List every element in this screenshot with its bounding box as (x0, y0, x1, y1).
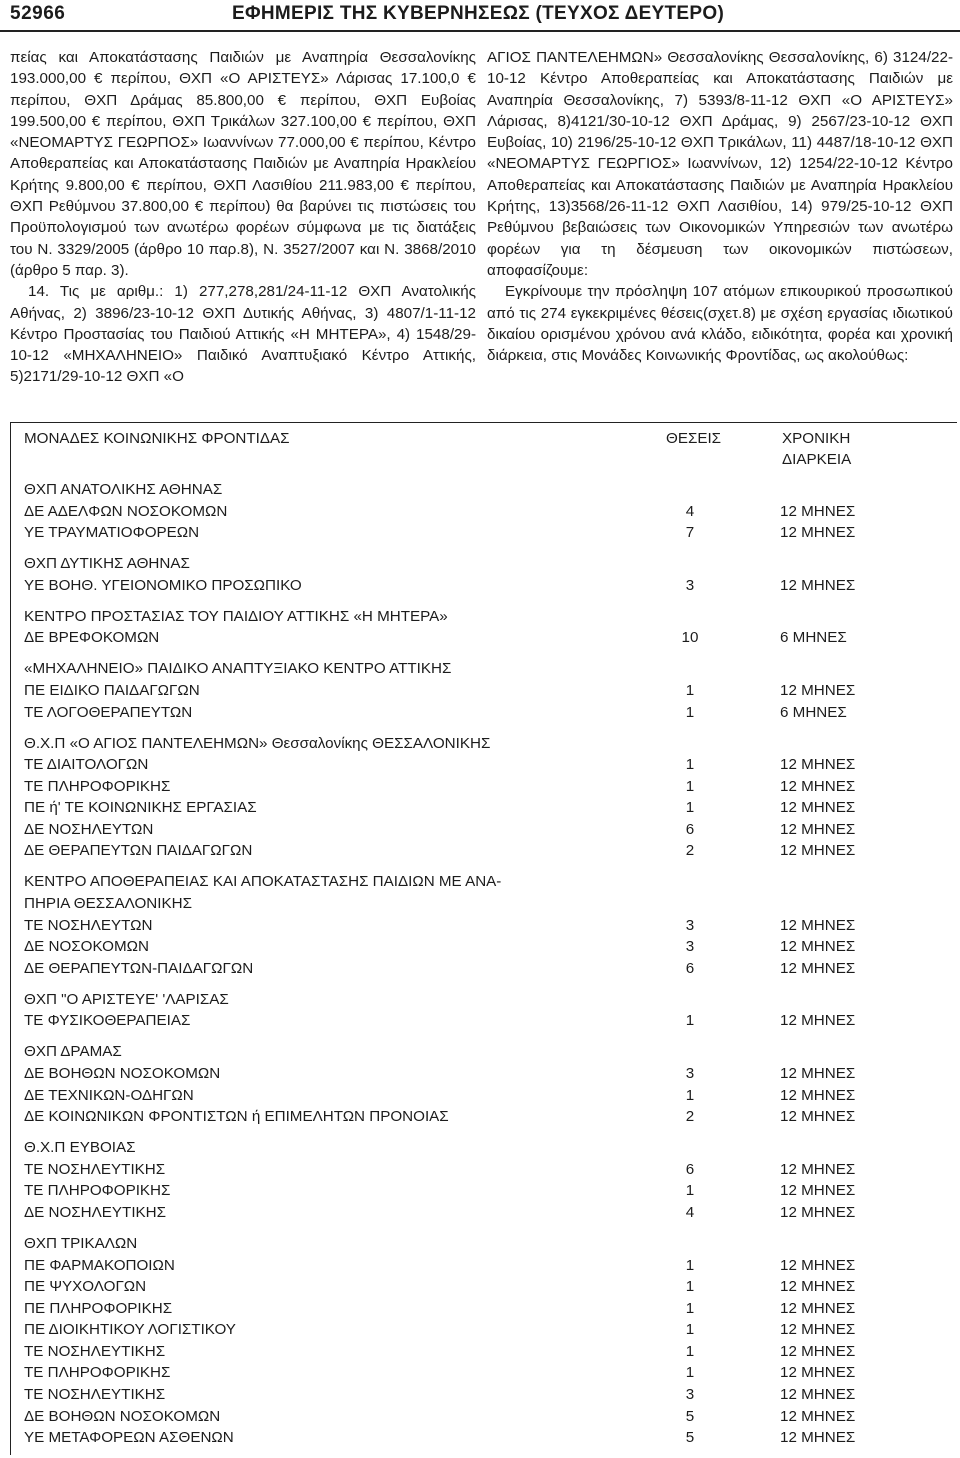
specialty-cell: ΤΕ ΝΟΣΗΛΕΥΤΙΚΗΣ (24, 1342, 166, 1360)
table-group (24, 871, 944, 979)
specialty-cell: ΤΕ ΔΙΑΙΤΟΛΟΓΩΝ (24, 756, 149, 774)
column-header-positions: ΘΕΣΕΙΣ (666, 430, 722, 447)
specialty-cell: ΔΕ ΝΟΣΗΛΕΥΤΩΝ (24, 820, 154, 838)
specialty-cell: ΔΕ ΝΟΣΟΚΟΜΩΝ (24, 938, 149, 956)
positions-cell: 4 (685, 502, 695, 520)
table-group (24, 989, 944, 1032)
specialty-cell: ΤΕ ΝΟΣΗΛΕΥΤΙΚΗΣ (24, 1160, 166, 1178)
column-header-unit: ΜΟΝΑΔΕΣ ΚΟΙΝΩΝΙΚΗΣ ΦΡΟΝΤΙΔΑΣ (24, 430, 290, 447)
duration-cell: 12 ΜΗΝΕΣ (780, 1386, 856, 1404)
specialty-cell: ΥΕ ΤΡΑΥΜΑΤΙΟΦΟΡΕΩΝ (24, 524, 200, 542)
unit-name: ΚΕΝΤΡΟ ΑΠΟΘΕΡΑΠΕΙΑΣ ΚΑΙ ΑΠΟΚΑΤΑΣΤΑΣΗΣ ΠΑΙΔΙΩΝ ΜΕ ΑΝΑ- (24, 873, 502, 891)
specialty-cell: ΔΕ ΘΕΡΑΠΕΥΤΩΝ ΠΑΙΔΑΓΩΓΩΝ (24, 842, 253, 860)
specialty-cell: ΔΕ ΚΟΙΝΩΝΙΚΩΝ ΦΡΟΝΤΙΣΤΩΝ ή ΕΠΙΜΕΛΗΤΩΝ ΠΡΟΝΟΙΑΣ (24, 1108, 449, 1126)
positions-cell: 5 (685, 1429, 695, 1447)
positions-cell: 1 (685, 1342, 695, 1360)
positions-cell: 3 (685, 576, 695, 594)
table-row (24, 840, 944, 862)
positions-cell: 3 (685, 916, 695, 934)
positions-cell: 1 (685, 756, 695, 774)
positions-cell: 3 (685, 1064, 695, 1082)
duration-cell: 12 ΜΗΝΕΣ (780, 1182, 856, 1200)
duration-cell: 12 ΜΗΝΕΣ (780, 938, 856, 956)
duration-cell: 12 ΜΗΝΕΣ (780, 1108, 856, 1126)
unit-name: ΠΗΡΙΑ ΘΕΣΣΑΛΟΝΙΚΗΣ (24, 895, 192, 913)
positions-cell: 2 (685, 842, 695, 860)
column-header-duration-line: ΧΡΟΝΙΚΗ (782, 430, 851, 447)
duration-cell: 12 ΜΗΝΕΣ (780, 1160, 856, 1178)
table-group (24, 1041, 944, 1127)
gazette-title: ΕΦΗΜΕΡΙΣ ΤΗΣ ΚΥΒΕΡΝΗΣΕΩΣ (ΤΕΥΧΟΣ ΔΕΥΤΕΡΟ) (232, 3, 725, 24)
specialty-cell: ΠΕ ΠΛΗΡΟΦΟΡΙΚΗΣ (24, 1299, 173, 1317)
table-group (24, 1233, 944, 1449)
positions-cell: 1 (685, 1182, 695, 1200)
table-row (24, 754, 944, 776)
right-paragraph: ΑΓΙΟΣ ΠΑΝΤΕΛΕΗΜΩΝ» Θεσσαλονίκης Θεσσαλονίκης, 6) 3124/22-10-12 Κέντρο Αποθεραπείας και Αποκατάστασης Παιδιών με Αναπηρία Θεσσαλονίκης, 7) 5393/8-11-12 ΘΧΠ «Ο ΑΡΙΣΤΕΥΣ» Λάρισας, 8)4121/30-10-12 ΘΧΠ Δράμας, 9) 2567/23-10-12 ΘΧΠ Ευβοίας, 10) 2196/25-10-12 ΘΧΠ Τρικάλων, 11) 4487/18-10-12 ΘΧΠ «ΝΕΟΜΑΡΤΥΣ ΓΕΩΡΓΙΟΣ» Ιωαννίνων, 12) 1254/22-10-12 Κέντρο Αποθεραπείας και Αποκατάστασης Παιδιών με Αναπηρία Ηρακλείου Κρήτης, 13)3568/26-11-12 ΘΧΠ Λασιθίου, 14) 979/25-10-12 ΘΧΠ Ρεθύμνου βεβαιώσεις των Οικονομικών Υπηρεσιών των ανωτέρω φορέων για τη δέσμευση των οικονομικών πιστώσεων, αποφασίζουμε: (487, 49, 953, 279)
specialty-cell: ΠΕ ΦΑΡΜΑΚΟΠΟΙΩΝ (24, 1256, 175, 1274)
table-row (24, 1010, 944, 1032)
table-row (24, 915, 944, 937)
unit-name: ΚΕΝΤΡΟ ΠΡΟΣΤΑΣΙΑΣ ΤΟΥ ΠΑΙΔΙΟΥ ΑΤΤΙΚΗΣ «Η ΜΗΤΕΡΑ» (24, 607, 448, 625)
positions-cell: 1 (685, 1012, 695, 1030)
table-row (24, 958, 944, 980)
duration-cell: 12 ΜΗΝΕΣ (780, 1064, 856, 1082)
table-row (24, 627, 944, 649)
positions-cell: 1 (685, 777, 695, 795)
table-row (24, 1427, 944, 1449)
unit-name: ΘΧΠ ΔΡΑΜΑΣ (24, 1043, 122, 1061)
unit-name-row (24, 553, 944, 575)
right-text-column (487, 47, 953, 366)
table-row (24, 1276, 944, 1298)
duration-cell: 12 ΜΗΝΕΣ (780, 1321, 856, 1339)
unit-name-row (24, 1233, 944, 1255)
table-row (24, 702, 944, 724)
specialty-cell: ΤΕ ΝΟΣΗΛΕΥΤΙΚΗΣ (24, 1386, 166, 1404)
table-group (24, 658, 944, 723)
duration-cell: 12 ΜΗΝΕΣ (780, 681, 856, 699)
table-row (24, 1106, 944, 1128)
duration-cell: 12 ΜΗΝΕΣ (780, 756, 856, 774)
table-body (24, 479, 944, 1458)
duration-cell: 12 ΜΗΝΕΣ (780, 820, 856, 838)
unit-name: ΘΧΠ ΔΥΤΙΚΗΣ ΑΘΗΝΑΣ (24, 555, 190, 573)
table-row (24, 680, 944, 702)
left-text-column (10, 47, 476, 388)
right-paragraph: Εγκρίνουμε την πρόσληψη 107 ατόμων επικουρικού προσωπικού από τις 274 εγκεκριμένες θέσεις(σχετ.8) με σχέση εργασίας ιδιωτικού δικαίου ορισμένου χρόνου ανά κλάδο, ειδικότητα, φορέα και χρονική διάρκεια, στις Μονάδες Κοινωνικής Φροντίδας, ως ακολούθως: (487, 283, 953, 365)
unit-name-row (24, 479, 944, 501)
duration-cell: 12 ΜΗΝΕΣ (780, 1086, 856, 1104)
positions-cell: 4 (685, 1203, 695, 1221)
table-row (24, 1255, 944, 1277)
table-group (24, 606, 944, 649)
specialty-cell: ΤΕ ΦΥΣΙΚΟΘΕΡΑΠΕΙΑΣ (24, 1012, 191, 1030)
duration-cell: 6 ΜΗΝΕΣ (780, 703, 847, 721)
unit-name: «ΜΗΧΑΛΗΝΕΙΟ» ΠΑΙΔΙΚΟ ΑΝΑΠΤΥΞΙΑΚΟ ΚΕΝΤΡΟ ΑΤΤΙΚΗΣ (24, 660, 452, 678)
table-row (24, 1319, 944, 1341)
positions-cell: 6 (685, 1160, 695, 1178)
positions-cell: 1 (685, 1321, 695, 1339)
specialty-cell: ΔΕ ΤΕΧΝΙΚΩΝ-ΟΔΗΓΩΝ (24, 1086, 194, 1104)
specialty-cell: ΔΕ ΒΟΗΘΩΝ ΝΟΣΟΚΟΜΩΝ (24, 1064, 221, 1082)
duration-cell: 12 ΜΗΝΕΣ (780, 1342, 856, 1360)
unit-name: Θ.Χ.Π «Ο ΑΓΙΟΣ ΠΑΝΤΕΛΕΗΜΩΝ» Θεσσαλονίκης ΘΕΣΣΑΛΟΝΙΚΗΣ (24, 734, 491, 752)
positions-cell: 1 (685, 1256, 695, 1274)
table-row (24, 1159, 944, 1181)
specialty-cell: ΔΕ ΑΔΕΛΦΩΝ ΝΟΣΟΚΟΜΩΝ (24, 502, 228, 520)
table-row (24, 1341, 944, 1363)
table-row (24, 1362, 944, 1384)
specialty-cell: ΤΕ ΠΛΗΡΟΦΟΡΙΚΗΣ (24, 1182, 171, 1200)
table-row (24, 819, 944, 841)
table-group (24, 1137, 944, 1223)
table-row (24, 1202, 944, 1224)
positions-cell: 7 (685, 524, 695, 542)
unit-name-row (24, 1137, 944, 1159)
specialty-cell: ΔΕ ΝΟΣΗΛΕΥΤΙΚΗΣ (24, 1203, 167, 1221)
page-number: 52966 (10, 3, 66, 24)
duration-cell: 12 ΜΗΝΕΣ (780, 842, 856, 860)
unit-name-row (24, 733, 944, 755)
table-group (24, 553, 944, 596)
duration-cell: 12 ΜΗΝΕΣ (780, 916, 856, 934)
column-header-duration-line: ΔΙΑΡΚΕΙΑ (782, 451, 852, 469)
page-header (0, 0, 960, 32)
positions-cell: 1 (685, 1086, 695, 1104)
duration-cell: 12 ΜΗΝΕΣ (780, 1407, 856, 1425)
unit-name-row (24, 871, 944, 893)
table-row (24, 1298, 944, 1320)
specialty-cell: ΥΕ ΒΟΗΘ. ΥΓΕΙΟΝΟΜΙΚΟ ΠΡΟΣΩΠΙΚΟ (24, 576, 302, 594)
duration-cell: 12 ΜΗΝΕΣ (780, 1278, 856, 1296)
table-group (24, 479, 944, 544)
duration-cell: 12 ΜΗΝΕΣ (780, 959, 856, 977)
specialty-cell: ΤΕ ΝΟΣΗΛΕΥΤΩΝ (24, 916, 153, 934)
specialty-cell: ΤΕ ΠΛΗΡΟΦΟΡΙΚΗΣ (24, 777, 171, 795)
positions-cell: 1 (685, 681, 695, 699)
positions-cell: 10 (681, 629, 699, 647)
table-row (24, 1085, 944, 1107)
positions-cell: 2 (685, 1108, 695, 1126)
positions-cell: 6 (685, 820, 695, 838)
specialty-cell: ΤΕ ΛΟΓΟΘΕΡΑΠΕΥΤΩΝ (24, 703, 193, 721)
table-row (24, 1384, 944, 1406)
specialty-cell: ΥΕ ΜΕΤΑΦΟΡΕΩΝ ΑΣΘΕΝΩΝ (24, 1429, 234, 1447)
unit-name: ΘΧΠ ΤΡΙΚΑΛΩΝ (24, 1234, 138, 1252)
table-row (24, 1180, 944, 1202)
column-header-duration (782, 428, 922, 471)
unit-name-row (24, 658, 944, 680)
duration-cell: 12 ΜΗΝΕΣ (780, 1203, 856, 1221)
specialty-cell: ΠΕ ΕΙΔΙΚΟ ΠΑΙΔΑΓΩΓΩΝ (24, 681, 200, 699)
positions-cell: 1 (685, 1364, 695, 1382)
unit-name: Θ.Χ.Π ΕΥΒΟΙΑΣ (24, 1139, 136, 1157)
duration-cell: 12 ΜΗΝΕΣ (780, 524, 856, 542)
specialty-cell: ΤΕ ΠΛΗΡΟΦΟΡΙΚΗΣ (24, 1364, 171, 1382)
table-row (24, 936, 944, 958)
specialty-cell: ΠΕ ΔΙΟΙΚΗΤΙΚΟΥ ΛΟΓΙΣΤΙΚΟΥ (24, 1321, 236, 1339)
specialty-cell: ΠΕ ΨΥΧΟΛΟΓΩΝ (24, 1278, 147, 1296)
table-row (24, 522, 944, 544)
duration-cell: 12 ΜΗΝΕΣ (780, 799, 856, 817)
positions-cell: 6 (685, 959, 695, 977)
table-row (24, 1406, 944, 1428)
duration-cell: 12 ΜΗΝΕΣ (780, 1256, 856, 1274)
duration-cell: 12 ΜΗΝΕΣ (780, 1429, 856, 1447)
positions-cell: 1 (685, 799, 695, 817)
positions-cell: 3 (685, 938, 695, 956)
positions-cell: 1 (685, 703, 695, 721)
unit-name-row (24, 606, 944, 628)
unit-name-row (24, 1041, 944, 1063)
unit-name: ΘΧΠ "Ο ΑΡΙΣΤΕΥΕ' 'ΛΑΡΙΣΑΣ (24, 990, 229, 1008)
table-row (24, 1063, 944, 1085)
duration-cell: 12 ΜΗΝΕΣ (780, 502, 856, 520)
specialty-cell: ΠΕ ή' ΤΕ ΚΟΙΝΩΝΙΚΗΣ ΕΡΓΑΣΙΑΣ (24, 799, 257, 817)
table-row (24, 501, 944, 523)
unit-name: ΘΧΠ ΑΝΑΤΟΛΙΚΗΣ ΑΘΗΝΑΣ (24, 481, 223, 498)
table-row (24, 776, 944, 798)
duration-cell: 12 ΜΗΝΕΣ (780, 1299, 856, 1317)
duration-cell: 12 ΜΗΝΕΣ (780, 1364, 856, 1382)
duration-cell: 12 ΜΗΝΕΣ (780, 1012, 856, 1030)
unit-name-row (24, 989, 944, 1011)
duration-cell: 12 ΜΗΝΕΣ (780, 576, 856, 594)
positions-cell: 1 (685, 1299, 695, 1317)
left-paragraph: 14. Τις με αριθμ.: 1) 277,278,281/24-11-12 ΘΧΠ Ανατολικής Αθήνας, 2) 3896/23-10-12 ΘΧΠ Δυτικής Αθήνας, 3) 4807/1-11-12 Κέντρο Προστασίας του Παιδιού Αττικής «Η ΜΗΤΕΡΑ», 4) 1548/29-10-12 «ΜΗΧΑΛΗΝΕΙΟ» Παιδικό Αναπτυξιακό Κέντρο Αττικής, 5)2171/29-10-12 ΘΧΠ «Ο (10, 283, 476, 386)
positions-cell: 5 (685, 1407, 695, 1425)
table-row (24, 575, 944, 597)
specialty-cell: ΔΕ ΒΡΕΦΟΚΟΜΩΝ (24, 629, 160, 647)
positions-cell: 1 (685, 1278, 695, 1296)
unit-name-row (24, 893, 944, 915)
header-divider (0, 30, 960, 32)
duration-cell: 12 ΜΗΝΕΣ (780, 777, 856, 795)
table-row (24, 797, 944, 819)
table-group (24, 733, 944, 863)
specialty-cell: ΔΕ ΒΟΗΘΩΝ ΝΟΣΟΚΟΜΩΝ (24, 1407, 221, 1425)
left-paragraph: πείας και Αποκατάστασης Παιδιών με Αναπηρία Θεσσαλονίκης 193.000,00 € περίπου, ΘΧΠ «Ο ΑΡΙΣΤΕΥΣ» Λάρισας 17.100,0 € περίπου, ΘΧΠ Δράμας 85.800,00 € περίπου, ΘΧΠ Ευβοίας 199.500,00 € περίπου, ΘΧΠ Τρικάλων 327.100,00 € περίπου, ΘΧΠ «ΝΕΟΜΑΡΤΥΣ ΓΕΩΡΠΟΣ» Ιωαννίνων 77.000,00 € περίπου, Κέντρο Αποθεραπείας και Αποκατάστασης Παιδιών με Αναπηρία Ηρακλείου Κρήτης 9.800,00 € περίπου, ΘΧΠ Λασιθίου 211.983,00 € περίπου, ΘΧΠ Ρεθύμνου 37.800,00 € περίπου) θα βαρύνει τις πιστώσεις του Προϋπολογισμού των ανωτέρω φορέων σύμφωνα με τις διατάξεις του Ν. 3329/2005 (άρθρο 10 παρ.8), Ν. 3527/2007 και Ν. 3868/2010 (άρθρο 5 παρ. 3). (10, 49, 476, 279)
specialty-cell: ΔΕ ΘΕΡΑΠΕΥΤΩΝ-ΠΑΙΔΑΓΩΓΩΝ (24, 959, 254, 977)
duration-cell: 6 ΜΗΝΕΣ (780, 629, 847, 647)
positions-cell: 3 (685, 1386, 695, 1404)
